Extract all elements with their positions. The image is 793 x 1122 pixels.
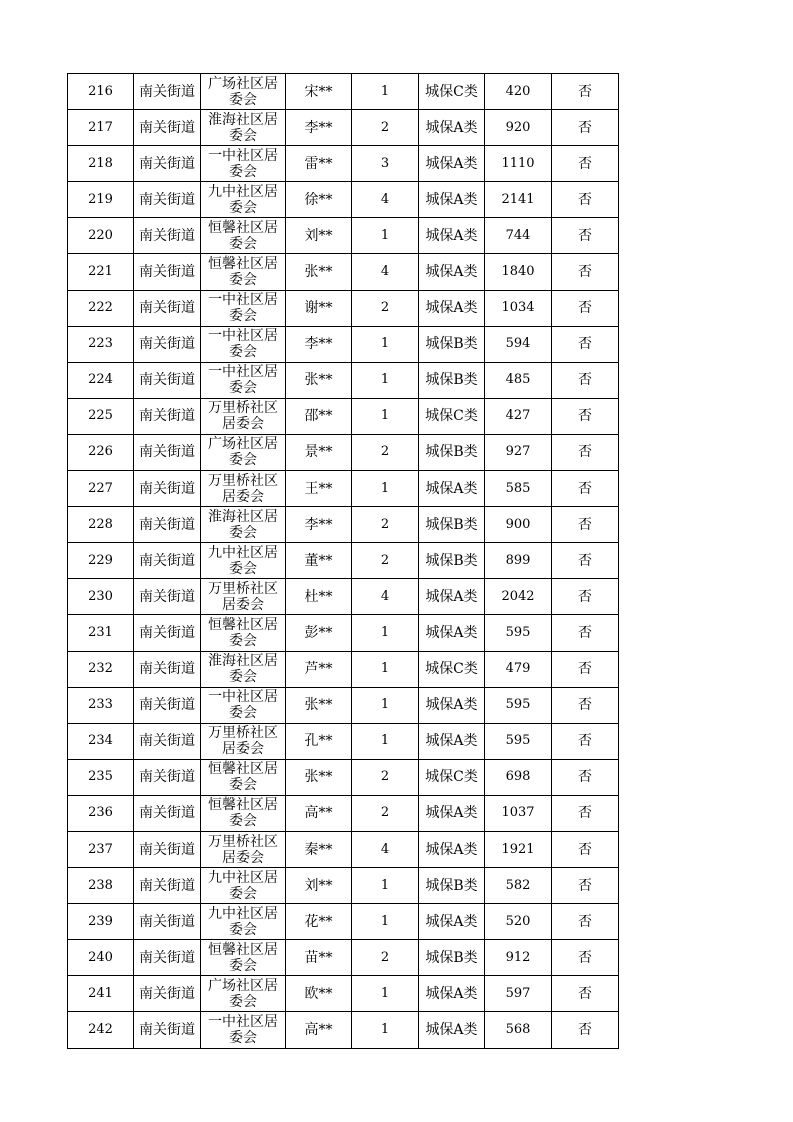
cell-amount: 744 <box>485 218 552 254</box>
cell-community: 万里桥社区居委会 <box>201 398 286 434</box>
cell-flag: 否 <box>552 976 619 1012</box>
cell-community: 九中社区居委会 <box>201 182 286 218</box>
cell-serial-number: 235 <box>68 759 134 795</box>
table-row <box>68 940 619 976</box>
cell-flag: 否 <box>552 471 619 507</box>
cell-flag: 否 <box>552 146 619 182</box>
cell-name: 雷** <box>286 146 352 182</box>
table-row <box>68 651 619 687</box>
cell-serial-number: 226 <box>68 434 134 470</box>
cell-community: 广场社区居委会 <box>201 74 286 110</box>
cell-flag: 否 <box>552 434 619 470</box>
cell-flag: 否 <box>552 507 619 543</box>
table-row <box>68 507 619 543</box>
table-row <box>68 831 619 867</box>
cell-street: 南关街道 <box>134 398 201 434</box>
cell-amount: 698 <box>485 759 552 795</box>
cell-serial-number: 216 <box>68 74 134 110</box>
cell-serial-number: 233 <box>68 687 134 723</box>
cell-amount: 427 <box>485 398 552 434</box>
cell-amount: 582 <box>485 868 552 904</box>
cell-category: 城保A类 <box>419 904 485 940</box>
cell-street: 南关街道 <box>134 110 201 146</box>
table-row <box>68 434 619 470</box>
cell-street: 南关街道 <box>134 471 201 507</box>
cell-category: 城保A类 <box>419 218 485 254</box>
cell-community: 广场社区居委会 <box>201 976 286 1012</box>
cell-household-size: 1 <box>352 651 419 687</box>
cell-name: 张** <box>286 362 352 398</box>
cell-name: 高** <box>286 795 352 831</box>
cell-serial-number: 229 <box>68 543 134 579</box>
cell-flag: 否 <box>552 1012 619 1048</box>
table-row <box>68 1012 619 1048</box>
cell-name: 杜** <box>286 579 352 615</box>
cell-flag: 否 <box>552 579 619 615</box>
cell-amount: 520 <box>485 904 552 940</box>
cell-household-size: 2 <box>352 543 419 579</box>
cell-community: 九中社区居委会 <box>201 868 286 904</box>
cell-name: 秦** <box>286 831 352 867</box>
cell-category: 城保B类 <box>419 362 485 398</box>
cell-household-size: 2 <box>352 759 419 795</box>
cell-street: 南关街道 <box>134 868 201 904</box>
cell-street: 南关街道 <box>134 507 201 543</box>
cell-name: 李** <box>286 110 352 146</box>
cell-serial-number: 238 <box>68 868 134 904</box>
table-row <box>68 976 619 1012</box>
cell-household-size: 2 <box>352 507 419 543</box>
cell-street: 南关街道 <box>134 795 201 831</box>
cell-household-size: 1 <box>352 471 419 507</box>
cell-flag: 否 <box>552 651 619 687</box>
cell-community: 恒馨社区居委会 <box>201 218 286 254</box>
cell-household-size: 3 <box>352 146 419 182</box>
cell-serial-number: 237 <box>68 831 134 867</box>
cell-category: 城保A类 <box>419 471 485 507</box>
cell-category: 城保A类 <box>419 579 485 615</box>
cell-household-size: 1 <box>352 362 419 398</box>
cell-community: 恒馨社区居委会 <box>201 615 286 651</box>
cell-household-size: 4 <box>352 579 419 615</box>
cell-street: 南关街道 <box>134 831 201 867</box>
cell-serial-number: 218 <box>68 146 134 182</box>
cell-street: 南关街道 <box>134 290 201 326</box>
cell-amount: 594 <box>485 326 552 362</box>
table-row <box>68 687 619 723</box>
cell-flag: 否 <box>552 326 619 362</box>
cell-category: 城保C类 <box>419 651 485 687</box>
cell-name: 谢** <box>286 290 352 326</box>
cell-amount: 912 <box>485 940 552 976</box>
cell-serial-number: 239 <box>68 904 134 940</box>
cell-serial-number: 224 <box>68 362 134 398</box>
cell-name: 孔** <box>286 723 352 759</box>
cell-flag: 否 <box>552 182 619 218</box>
cell-amount: 1034 <box>485 290 552 326</box>
cell-serial-number: 220 <box>68 218 134 254</box>
cell-category: 城保C类 <box>419 398 485 434</box>
cell-flag: 否 <box>552 290 619 326</box>
cell-category: 城保A类 <box>419 831 485 867</box>
cell-community: 淮海社区居委会 <box>201 110 286 146</box>
cell-household-size: 1 <box>352 74 419 110</box>
cell-community: 恒馨社区居委会 <box>201 940 286 976</box>
cell-community: 一中社区居委会 <box>201 326 286 362</box>
cell-amount: 568 <box>485 1012 552 1048</box>
table-body <box>68 74 619 1049</box>
cell-flag: 否 <box>552 615 619 651</box>
cell-amount: 1110 <box>485 146 552 182</box>
cell-street: 南关街道 <box>134 543 201 579</box>
cell-serial-number: 223 <box>68 326 134 362</box>
cell-serial-number: 232 <box>68 651 134 687</box>
cell-category: 城保A类 <box>419 146 485 182</box>
cell-street: 南关街道 <box>134 146 201 182</box>
cell-household-size: 2 <box>352 290 419 326</box>
cell-amount: 485 <box>485 362 552 398</box>
cell-name: 景** <box>286 434 352 470</box>
cell-household-size: 2 <box>352 940 419 976</box>
cell-flag: 否 <box>552 254 619 290</box>
cell-street: 南关街道 <box>134 326 201 362</box>
cell-amount: 920 <box>485 110 552 146</box>
cell-serial-number: 217 <box>68 110 134 146</box>
table-row <box>68 254 619 290</box>
cell-category: 城保C类 <box>419 759 485 795</box>
cell-household-size: 1 <box>352 398 419 434</box>
table-row <box>68 868 619 904</box>
cell-amount: 420 <box>485 74 552 110</box>
cell-name: 张** <box>286 687 352 723</box>
cell-amount: 900 <box>485 507 552 543</box>
cell-flag: 否 <box>552 759 619 795</box>
cell-household-size: 1 <box>352 218 419 254</box>
cell-serial-number: 221 <box>68 254 134 290</box>
cell-name: 刘** <box>286 218 352 254</box>
cell-household-size: 4 <box>352 254 419 290</box>
cell-name: 王** <box>286 471 352 507</box>
cell-household-size: 2 <box>352 110 419 146</box>
cell-amount: 595 <box>485 687 552 723</box>
cell-category: 城保A类 <box>419 723 485 759</box>
cell-amount: 1840 <box>485 254 552 290</box>
table-row <box>68 543 619 579</box>
cell-category: 城保B类 <box>419 940 485 976</box>
cell-name: 刘** <box>286 868 352 904</box>
cell-flag: 否 <box>552 543 619 579</box>
cell-household-size: 1 <box>352 687 419 723</box>
cell-serial-number: 231 <box>68 615 134 651</box>
cell-category: 城保A类 <box>419 976 485 1012</box>
cell-name: 张** <box>286 254 352 290</box>
cell-flag: 否 <box>552 110 619 146</box>
table-row <box>68 398 619 434</box>
cell-flag: 否 <box>552 687 619 723</box>
cell-flag: 否 <box>552 218 619 254</box>
cell-community: 九中社区居委会 <box>201 543 286 579</box>
cell-street: 南关街道 <box>134 976 201 1012</box>
cell-household-size: 1 <box>352 615 419 651</box>
cell-category: 城保A类 <box>419 615 485 651</box>
cell-category: 城保C类 <box>419 74 485 110</box>
cell-street: 南关街道 <box>134 759 201 795</box>
cell-street: 南关街道 <box>134 362 201 398</box>
cell-category: 城保B类 <box>419 868 485 904</box>
cell-community: 万里桥社区居委会 <box>201 579 286 615</box>
cell-category: 城保B类 <box>419 434 485 470</box>
table-row <box>68 74 619 110</box>
cell-name: 苗** <box>286 940 352 976</box>
cell-street: 南关街道 <box>134 434 201 470</box>
cell-serial-number: 225 <box>68 398 134 434</box>
cell-serial-number: 230 <box>68 579 134 615</box>
table-row <box>68 904 619 940</box>
records-table <box>67 73 619 1049</box>
cell-street: 南关街道 <box>134 615 201 651</box>
cell-serial-number: 236 <box>68 795 134 831</box>
cell-household-size: 1 <box>352 868 419 904</box>
cell-category: 城保B类 <box>419 507 485 543</box>
cell-community: 一中社区居委会 <box>201 146 286 182</box>
table-row <box>68 723 619 759</box>
table-row <box>68 759 619 795</box>
cell-name: 李** <box>286 507 352 543</box>
cell-amount: 2042 <box>485 579 552 615</box>
cell-category: 城保A类 <box>419 1012 485 1048</box>
table-row <box>68 290 619 326</box>
cell-serial-number: 219 <box>68 182 134 218</box>
cell-household-size: 4 <box>352 182 419 218</box>
cell-household-size: 4 <box>352 831 419 867</box>
cell-name: 宋** <box>286 74 352 110</box>
cell-category: 城保B类 <box>419 326 485 362</box>
table-row <box>68 362 619 398</box>
cell-name: 徐** <box>286 182 352 218</box>
cell-household-size: 1 <box>352 326 419 362</box>
cell-serial-number: 222 <box>68 290 134 326</box>
cell-street: 南关街道 <box>134 940 201 976</box>
cell-amount: 927 <box>485 434 552 470</box>
cell-community: 淮海社区居委会 <box>201 651 286 687</box>
cell-street: 南关街道 <box>134 74 201 110</box>
cell-amount: 595 <box>485 723 552 759</box>
cell-household-size: 1 <box>352 723 419 759</box>
cell-amount: 1037 <box>485 795 552 831</box>
cell-serial-number: 241 <box>68 976 134 1012</box>
table-row <box>68 326 619 362</box>
cell-serial-number: 242 <box>68 1012 134 1048</box>
cell-amount: 2141 <box>485 182 552 218</box>
cell-serial-number: 240 <box>68 940 134 976</box>
cell-community: 淮海社区居委会 <box>201 507 286 543</box>
cell-name: 董** <box>286 543 352 579</box>
cell-community: 一中社区居委会 <box>201 290 286 326</box>
cell-flag: 否 <box>552 74 619 110</box>
cell-community: 一中社区居委会 <box>201 362 286 398</box>
cell-flag: 否 <box>552 795 619 831</box>
cell-household-size: 1 <box>352 904 419 940</box>
cell-household-size: 1 <box>352 1012 419 1048</box>
cell-category: 城保A类 <box>419 687 485 723</box>
cell-community: 万里桥社区居委会 <box>201 471 286 507</box>
cell-flag: 否 <box>552 723 619 759</box>
cell-community: 九中社区居委会 <box>201 904 286 940</box>
cell-category: 城保A类 <box>419 290 485 326</box>
cell-amount: 595 <box>485 615 552 651</box>
cell-community: 广场社区居委会 <box>201 434 286 470</box>
cell-amount: 479 <box>485 651 552 687</box>
cell-community: 恒馨社区居委会 <box>201 254 286 290</box>
cell-category: 城保A类 <box>419 110 485 146</box>
cell-flag: 否 <box>552 831 619 867</box>
cell-category: 城保A类 <box>419 182 485 218</box>
cell-street: 南关街道 <box>134 1012 201 1048</box>
cell-category: 城保A类 <box>419 254 485 290</box>
cell-community: 恒馨社区居委会 <box>201 759 286 795</box>
cell-household-size: 2 <box>352 434 419 470</box>
cell-community: 万里桥社区居委会 <box>201 723 286 759</box>
cell-name: 欧** <box>286 976 352 1012</box>
table-row <box>68 218 619 254</box>
cell-category: 城保A类 <box>419 795 485 831</box>
cell-category: 城保B类 <box>419 543 485 579</box>
cell-flag: 否 <box>552 904 619 940</box>
cell-name: 高** <box>286 1012 352 1048</box>
table-row <box>68 110 619 146</box>
table-row <box>68 146 619 182</box>
cell-flag: 否 <box>552 940 619 976</box>
cell-amount: 1921 <box>485 831 552 867</box>
cell-street: 南关街道 <box>134 182 201 218</box>
cell-community: 一中社区居委会 <box>201 1012 286 1048</box>
cell-street: 南关街道 <box>134 904 201 940</box>
table-row <box>68 182 619 218</box>
table-row <box>68 615 619 651</box>
cell-name: 张** <box>286 759 352 795</box>
cell-name: 花** <box>286 904 352 940</box>
table-row <box>68 471 619 507</box>
cell-amount: 597 <box>485 976 552 1012</box>
cell-serial-number: 234 <box>68 723 134 759</box>
cell-household-size: 2 <box>352 795 419 831</box>
cell-name: 芦** <box>286 651 352 687</box>
cell-street: 南关街道 <box>134 218 201 254</box>
cell-flag: 否 <box>552 362 619 398</box>
cell-community: 一中社区居委会 <box>201 687 286 723</box>
cell-serial-number: 227 <box>68 471 134 507</box>
cell-community: 万里桥社区居委会 <box>201 831 286 867</box>
cell-amount: 585 <box>485 471 552 507</box>
cell-street: 南关街道 <box>134 723 201 759</box>
table-row <box>68 795 619 831</box>
cell-street: 南关街道 <box>134 687 201 723</box>
cell-flag: 否 <box>552 868 619 904</box>
cell-household-size: 1 <box>352 976 419 1012</box>
cell-street: 南关街道 <box>134 579 201 615</box>
cell-flag: 否 <box>552 398 619 434</box>
cell-serial-number: 228 <box>68 507 134 543</box>
table-row <box>68 579 619 615</box>
cell-street: 南关街道 <box>134 254 201 290</box>
cell-street: 南关街道 <box>134 651 201 687</box>
cell-name: 李** <box>286 326 352 362</box>
cell-name: 彭** <box>286 615 352 651</box>
cell-community: 恒馨社区居委会 <box>201 795 286 831</box>
cell-amount: 899 <box>485 543 552 579</box>
cell-name: 邵** <box>286 398 352 434</box>
